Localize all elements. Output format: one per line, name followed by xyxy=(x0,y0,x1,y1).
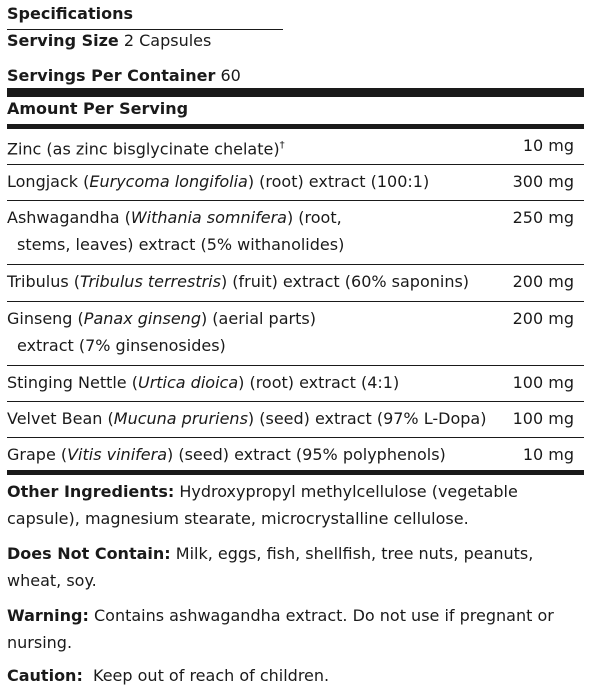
ingredient-amount: 300 mg xyxy=(512,172,574,191)
ingredients-table xyxy=(7,129,584,470)
table-row xyxy=(7,366,584,402)
ingredient-name-text: Ginseng ( xyxy=(7,309,84,328)
servings-per-container xyxy=(7,66,241,86)
servings-per-container-value: 60 xyxy=(220,66,241,85)
serving-size xyxy=(7,31,211,51)
ingredient-name-detail: ) (root, xyxy=(286,208,342,227)
ingredient-latin-name: Urtica dioica xyxy=(137,373,239,392)
table-row xyxy=(7,201,584,265)
ingredient-name-text: Grape ( xyxy=(7,445,68,464)
table-row xyxy=(7,402,584,438)
ingredient-amount: 10 mg xyxy=(522,445,574,464)
ingredient-amount: 200 mg xyxy=(512,309,574,328)
caution-label: Caution: xyxy=(7,666,83,685)
ingredient-name xyxy=(7,441,446,468)
ingredient-latin-name: Eurycoma longifolia xyxy=(89,172,248,191)
other-ingredients xyxy=(7,478,567,532)
ingredient-name xyxy=(7,204,344,258)
ingredient-name-text: Tribulus ( xyxy=(7,272,80,291)
ingredient-name-continued: extract (7% ginsenosides) xyxy=(17,336,226,355)
warning-text: Contains ashwagandha extract. Do not use if pregnant or nursing. xyxy=(7,606,554,652)
caution-text: Keep out of reach of children. xyxy=(93,666,330,685)
ingredient-name-detail: ) (root) extract (4:1) xyxy=(238,373,400,392)
does-not-contain-text: Milk, eggs, fish, shellfish, tree nuts, peanuts, wheat, soy. xyxy=(7,544,534,590)
ingredient-amount: 200 mg xyxy=(512,272,574,291)
ingredient-name-detail: ) (fruit) extract (60% saponins) xyxy=(220,272,470,291)
table-row xyxy=(7,165,584,201)
section-title: Specifications xyxy=(7,4,133,23)
ingredient-latin-name: Withania somnifera xyxy=(130,208,287,227)
table-row xyxy=(7,129,584,165)
ingredient-amount: 250 mg xyxy=(512,208,574,227)
other-ingredients-text: Hydroxypropyl methylcellulose (vegetable capsule), magnesium stearate, microcrystalline cellulose. xyxy=(7,482,518,528)
ingredient-name xyxy=(7,132,285,162)
dagger-mark: † xyxy=(279,140,285,151)
ingredient-name-text: Stinging Nettle ( xyxy=(7,373,138,392)
amount-per-serving-header: Amount Per Serving xyxy=(7,99,189,118)
ingredient-name xyxy=(7,168,429,195)
caution xyxy=(7,662,567,689)
warning xyxy=(7,602,567,656)
ingredient-amount: 10 mg xyxy=(522,136,574,155)
ingredient-name-detail: ) (aerial parts) xyxy=(200,309,316,328)
table-row xyxy=(7,265,584,302)
ingredient-name-detail: ) (seed) extract (95% polyphenols) xyxy=(167,445,446,464)
title-underline xyxy=(7,29,283,30)
table-row xyxy=(7,438,584,470)
ingredient-name-text: Zinc (as zinc bisglycinate chelate) xyxy=(7,139,280,159)
ingredient-name-detail: ) (seed) extract (97% L-Dopa) xyxy=(247,409,487,428)
ingredient-latin-name: Mucuna pruriens xyxy=(113,409,248,428)
serving-size-value: 2 Capsules xyxy=(123,31,212,50)
table-bottom-divider xyxy=(7,470,584,475)
ingredient-name-text: Longjack ( xyxy=(7,172,90,191)
ingredient-name-detail: ) (root) extract (100:1) xyxy=(247,172,430,191)
ingredient-name-text: Velvet Bean ( xyxy=(7,409,114,428)
ingredient-name xyxy=(7,305,316,359)
warning-label: Warning: xyxy=(7,606,89,625)
thick-divider xyxy=(7,88,584,97)
ingredient-name-text: Ashwagandha ( xyxy=(7,208,131,227)
ingredient-amount: 100 mg xyxy=(512,409,574,428)
ingredient-name xyxy=(7,369,399,396)
does-not-contain-label: Does Not Contain: xyxy=(7,544,171,563)
ingredient-name xyxy=(7,268,469,295)
servings-per-container-label: Servings Per Container xyxy=(7,66,216,85)
serving-size-label: Serving Size xyxy=(7,31,119,50)
ingredient-latin-name: Panax ginseng xyxy=(83,309,201,328)
ingredient-latin-name: Tribulus terrestris xyxy=(80,272,221,291)
other-ingredients-label: Other Ingredients: xyxy=(7,482,175,501)
ingredient-amount: 100 mg xyxy=(512,373,574,392)
does-not-contain xyxy=(7,540,567,594)
ingredient-latin-name: Vitis vinifera xyxy=(67,445,167,464)
ingredient-name xyxy=(7,405,486,432)
ingredient-name-continued: stems, leaves) extract (5% withanolides) xyxy=(17,235,345,254)
table-row xyxy=(7,302,584,366)
